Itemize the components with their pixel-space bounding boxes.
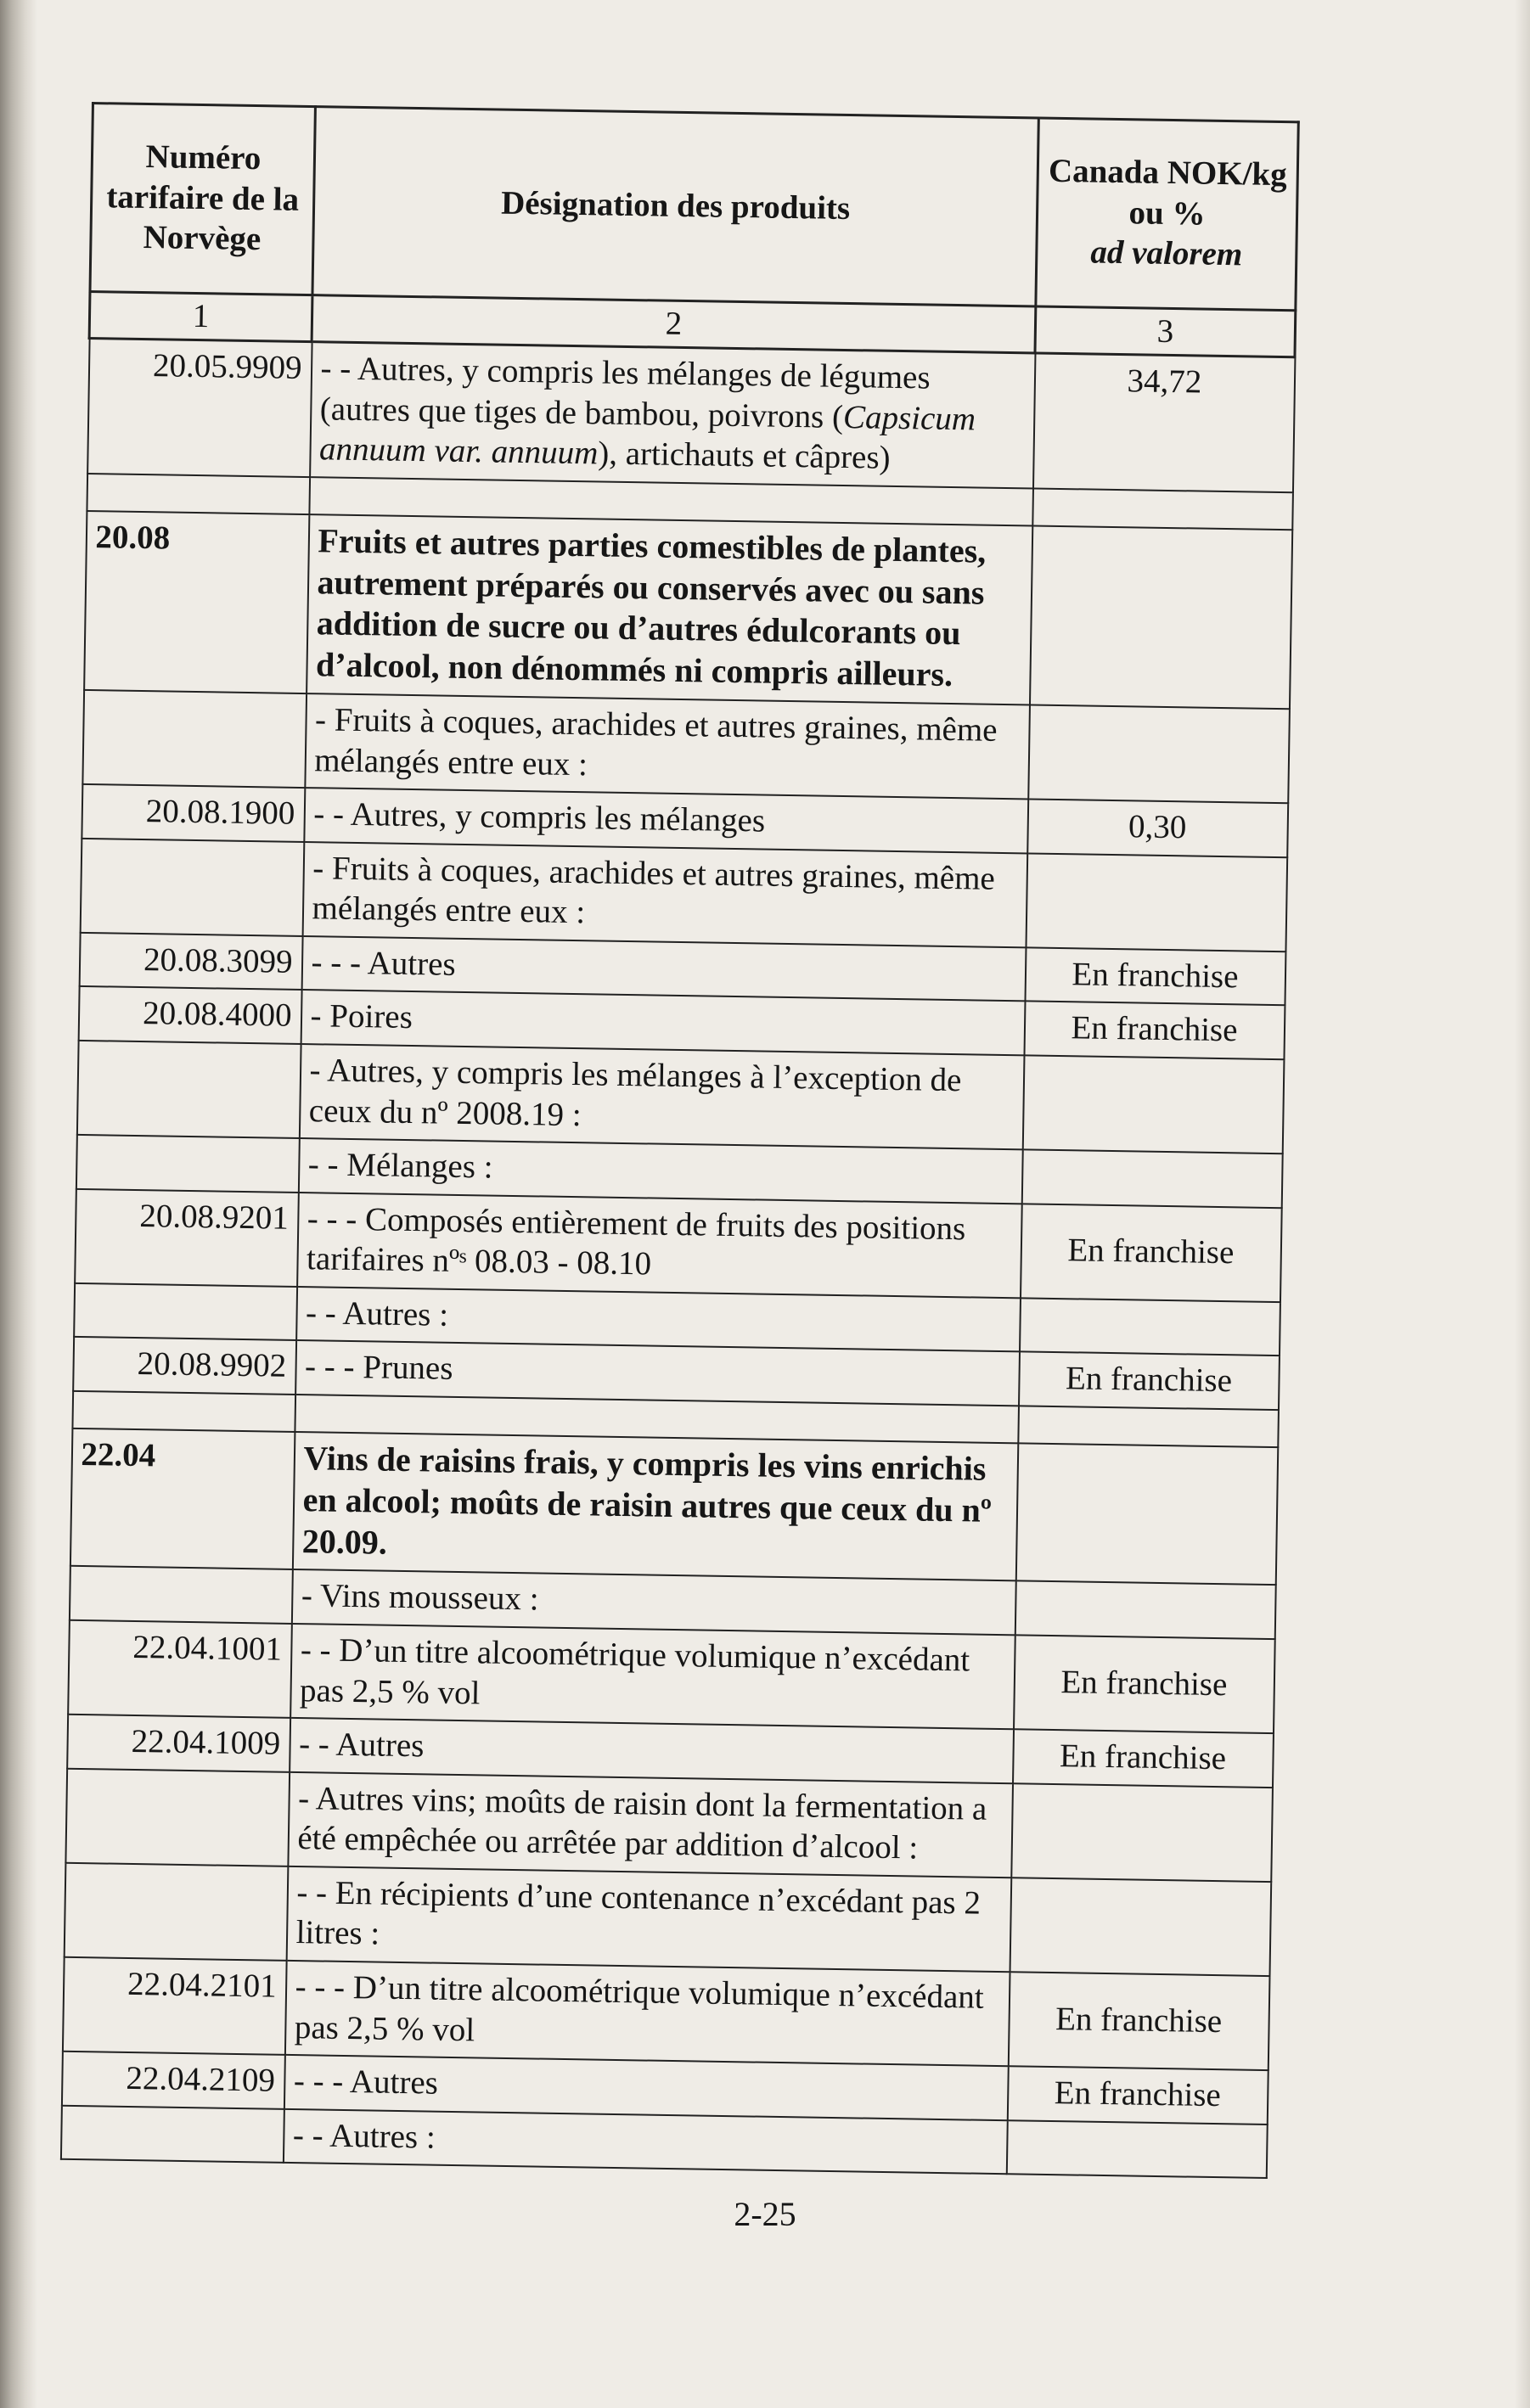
tariff-code: 22.04.1001 — [68, 1620, 292, 1718]
table-row — [62, 1957, 1269, 2070]
tariff-code — [76, 1041, 301, 1138]
product-description: - - Mélanges : — [298, 1138, 1022, 1204]
tariff-table-container — [59, 102, 1297, 2179]
tariff-code — [76, 1135, 299, 1193]
description-italic: Capsicum annuum var. annuum — [318, 398, 976, 472]
tariff-code — [80, 839, 304, 936]
product-description: - - D’un titre alcoométrique volumique n’excédant pas 2,5 % vol — [290, 1624, 1015, 1730]
table-row — [75, 1189, 1282, 1302]
duty-rate: En franchise — [1008, 1972, 1269, 2070]
duty-rate — [1021, 1149, 1282, 1207]
duty-rate — [1011, 1783, 1273, 1882]
tariff-code — [74, 1283, 297, 1341]
duty-rate — [1010, 1878, 1271, 1976]
tariff-code: 20.08.9902 — [73, 1337, 296, 1395]
table-row — [87, 338, 1295, 492]
table-row — [65, 1769, 1273, 1882]
product-description: - Fruits à coques, arachides et autres graines, même mélangés entre eux : — [305, 693, 1030, 800]
column-number-3: 3 — [1035, 306, 1296, 357]
duty-rate: En franchise — [1025, 947, 1285, 1005]
product-description: - Vins mousseux : — [291, 1569, 1015, 1635]
duty-rate — [1015, 1581, 1275, 1639]
tariff-code: 20.08.4000 — [78, 986, 301, 1044]
tariff-code: 20.08.9201 — [75, 1189, 299, 1287]
header-canada-rate-italic: ad valorem — [1090, 233, 1243, 273]
description-text: - - Autres, y compris les mélanges de légumes (autres que tiges de bambou, poivrons ( — [319, 350, 931, 435]
tariff-code — [64, 1863, 288, 1961]
column-number-1: 1 — [89, 291, 312, 341]
product-description: - - Autres : — [283, 2109, 1007, 2175]
product-description: - - En récipients d’une contenance n’excédant pas 2 litres : — [286, 1866, 1011, 1973]
page-gutter-shadow — [0, 0, 37, 2408]
product-heading-description: Vins de raisins frais, y compris les vins enrichis en alcool; moûts de raisin autres que ceux du nº 20.09. — [292, 1432, 1017, 1581]
header-canada-rate-main: Canada NOK/kg ou % — [1048, 152, 1287, 233]
duty-rate — [1032, 488, 1293, 530]
product-description: - - - Composés entièrement de fruits des positions tarifaires nºˢ 08.03 - 08.10 — [297, 1193, 1022, 1299]
tariff-code: 20.08.3099 — [79, 933, 302, 991]
duty-rate: En franchise — [1014, 1635, 1275, 1733]
tariff-code: 22.04.1009 — [67, 1715, 290, 1772]
tariff-heading-code: 20.08 — [84, 511, 309, 693]
product-description: - - - Prunes — [295, 1340, 1020, 1406]
duty-rate — [1015, 1443, 1278, 1585]
table-row — [80, 839, 1287, 951]
table-row — [76, 1041, 1284, 1153]
product-description: - - - D’un titre alcoométrique volumique n’excédant pas 2,5 % vol — [284, 1961, 1010, 2067]
tariff-code — [87, 474, 310, 514]
tariff-code — [72, 1391, 295, 1432]
table-row — [70, 1429, 1277, 1586]
header-product-designation: Désignation des produits — [312, 107, 1038, 306]
product-description: - - Autres, y compris les mélanges — [304, 788, 1028, 853]
duty-rate — [1028, 704, 1290, 803]
tariff-code — [65, 1769, 290, 1866]
duty-rate — [1018, 1406, 1279, 1447]
tariff-code: 22.04.2101 — [62, 1957, 286, 2055]
table-row — [84, 511, 1292, 709]
product-heading-description: Fruits et autres parties comestibles de plantes, autrement préparés ou conservés avec ou sans addition de sucre ou d’autres édulcorants ou d’alcool, non dénommés ni compris ailleurs. — [307, 514, 1032, 705]
product-description: - - - Autres — [284, 2055, 1008, 2120]
tariff-code — [82, 690, 307, 788]
duty-rate: 34,72 — [1032, 353, 1294, 492]
duty-rate — [1020, 1298, 1280, 1356]
duty-rate: En franchise — [1024, 1002, 1285, 1059]
column-number-2: 2 — [312, 295, 1036, 353]
duty-rate: 0,30 — [1027, 800, 1288, 857]
tariff-code — [69, 1566, 292, 1624]
tariff-code: 20.08.1900 — [82, 784, 305, 842]
table-row — [82, 690, 1290, 803]
product-description: - Autres, y compris les mélanges à l’exception de ceux du nº 2008.19 : — [299, 1044, 1024, 1150]
product-description: - Poires — [301, 990, 1025, 1055]
tariff-code: 20.05.9909 — [87, 338, 312, 476]
table-header-row — [90, 104, 1298, 311]
table-row — [68, 1620, 1275, 1733]
duty-rate — [1026, 853, 1287, 951]
tariff-table — [59, 102, 1300, 2179]
duty-rate — [1006, 2120, 1267, 2178]
duty-rate: En franchise — [1021, 1204, 1282, 1302]
product-description: - - Autres — [290, 1718, 1014, 1783]
product-description: - Autres vins; moûts de raisin dont la fermentation a été empêchée ou arrêtée par addition d’alcool : — [288, 1772, 1013, 1878]
duty-rate: En franchise — [1019, 1352, 1280, 1410]
duty-rate — [1022, 1055, 1284, 1153]
header-canada-rate — [1036, 118, 1298, 311]
page-edge-shadow — [1515, 0, 1530, 2408]
product-description: - Fruits à coques, arachides et autres graines, même mélangés entre eux : — [302, 842, 1027, 948]
tariff-code: 22.04.2109 — [61, 2052, 284, 2109]
product-description: - - - Autres — [301, 936, 1026, 1002]
duty-rate: En franchise — [1007, 2066, 1268, 2124]
tariff-heading-code: 22.04 — [70, 1429, 295, 1569]
product-description — [310, 342, 1035, 489]
table-row — [64, 1863, 1271, 1976]
description-text: ), artichauts et câpres) — [597, 435, 891, 476]
duty-rate: En franchise — [1013, 1729, 1274, 1787]
product-description: - - Autres : — [296, 1287, 1021, 1352]
tariff-code — [60, 2105, 284, 2163]
page-number: 2-25 — [734, 2195, 796, 2233]
header-tariff-number: Numéro tarifaire de la Norvège — [90, 104, 315, 295]
duty-rate — [1029, 525, 1291, 709]
